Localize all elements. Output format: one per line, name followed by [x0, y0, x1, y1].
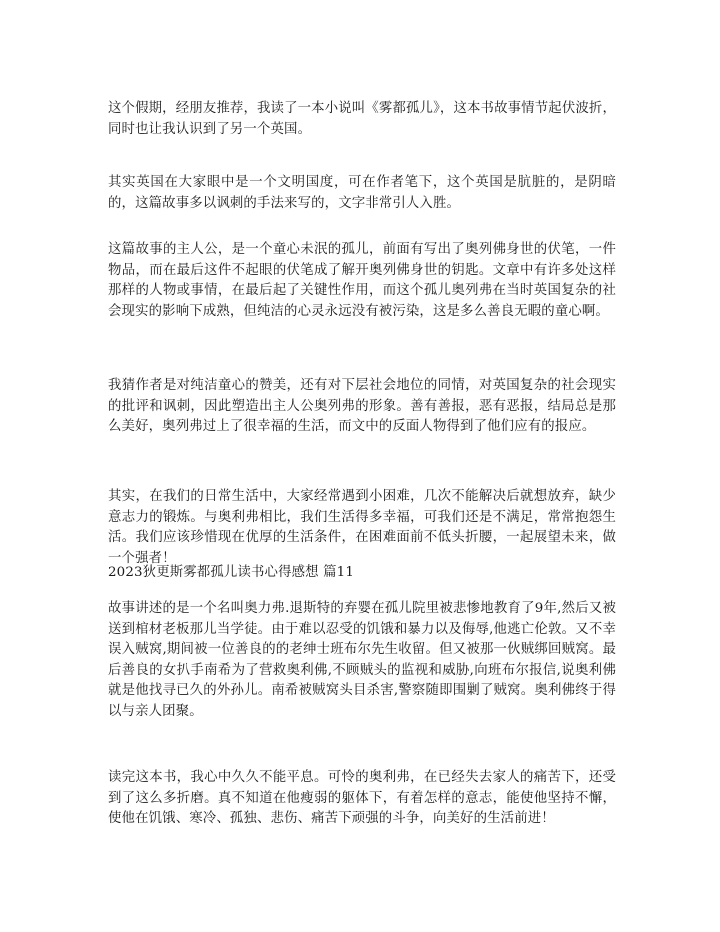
- paragraph-3: 这篇故事的主人公，是一个童心未泯的孤儿，前面有写出了奥列佛身世的伏笔，一件物品，而在最后这件不起眼的伏笔成了解开奥列佛身世的钥匙。文章中有许多处这样那样的人物或事情，在最后起了关键性作用，而这个孤儿奥列弗在当时英国复杂的社会现实的影响下成熟，但纯洁的心灵永远没有被污染，这是多么善良无暇的童心啊。: [108, 242, 616, 319]
- paragraph-1: 这个假期，经朋友推荐，我读了一本小说叫《雾都孤儿》，这本书故事情节起伏波折，同时也让我认识到了另一个英国。: [108, 101, 616, 137]
- paragraph-5: 其实，在我们的日常生活中，大家经常遇到小困难，几次不能解决后就想放弃，缺少意志力的锻炼。与奥利弗相比，我们生活得多幸福，可我们还是不满足，常常抱怨生活。我们应该珍惜现在优厚的生活条件，在困难面前不低头折腰，一起展望未来，做一个强者！: [108, 489, 616, 566]
- paragraph-6: 故事讲述的是一个名叫奥力弗.退斯特的弃婴在孤儿院里被悲惨地教育了9年,然后又被送到棺材老板那儿当学徒。由于难以忍受的饥饿和暴力以及侮辱,他逃亡伦敦。又不幸误入贼窝,期间被一位善良的的老绅士班布尔先生收留。但又被那一伙贼绑回贼窝。最后善良的女扒手南希为了营救奥利佛,不顾贼头的监视和威胁,向班布尔报信,说奥利佛就是他找寻已久的外孙儿。南希被贼窝头目杀害,警察随即围剿了贼窝。奥利佛终于得以与亲人团聚。: [108, 601, 616, 719]
- section-heading: 2023狄更斯雾都孤儿读书心得感想 篇11: [108, 565, 354, 580]
- paragraph-4: 我猜作者是对纯洁童心的赞美，还有对下层社会地位的同情，对英国复杂的社会现实的批评和讽刺，因此塑造出主人公奥列弗的形象。善有善报，恶有恶报，结局总是那么美好，奥列弗过上了很幸福的生活，而文中的反面人物得到了他们应有的报应。: [108, 378, 616, 434]
- paragraph-2: 其实英国在大家眼中是一个文明国度，可在作者笔下，这个英国是肮脏的，是阴暗的，这篇故事多以讽刺的手法来写的，文字非常引人入胜。: [108, 175, 616, 211]
- paragraph-7: 读完这本书，我心中久久不能平息。可怜的奥利弗，在已经失去家人的痛苦下，还受到了这么多折磨。真不知道在他瘦弱的躯体下，有着怎样的意志，能使他坚持不懈，使他在饥饿、寒冷、孤独、悲伤、痛苦下顽强的斗争，向美好的生活前进！: [108, 770, 616, 826]
